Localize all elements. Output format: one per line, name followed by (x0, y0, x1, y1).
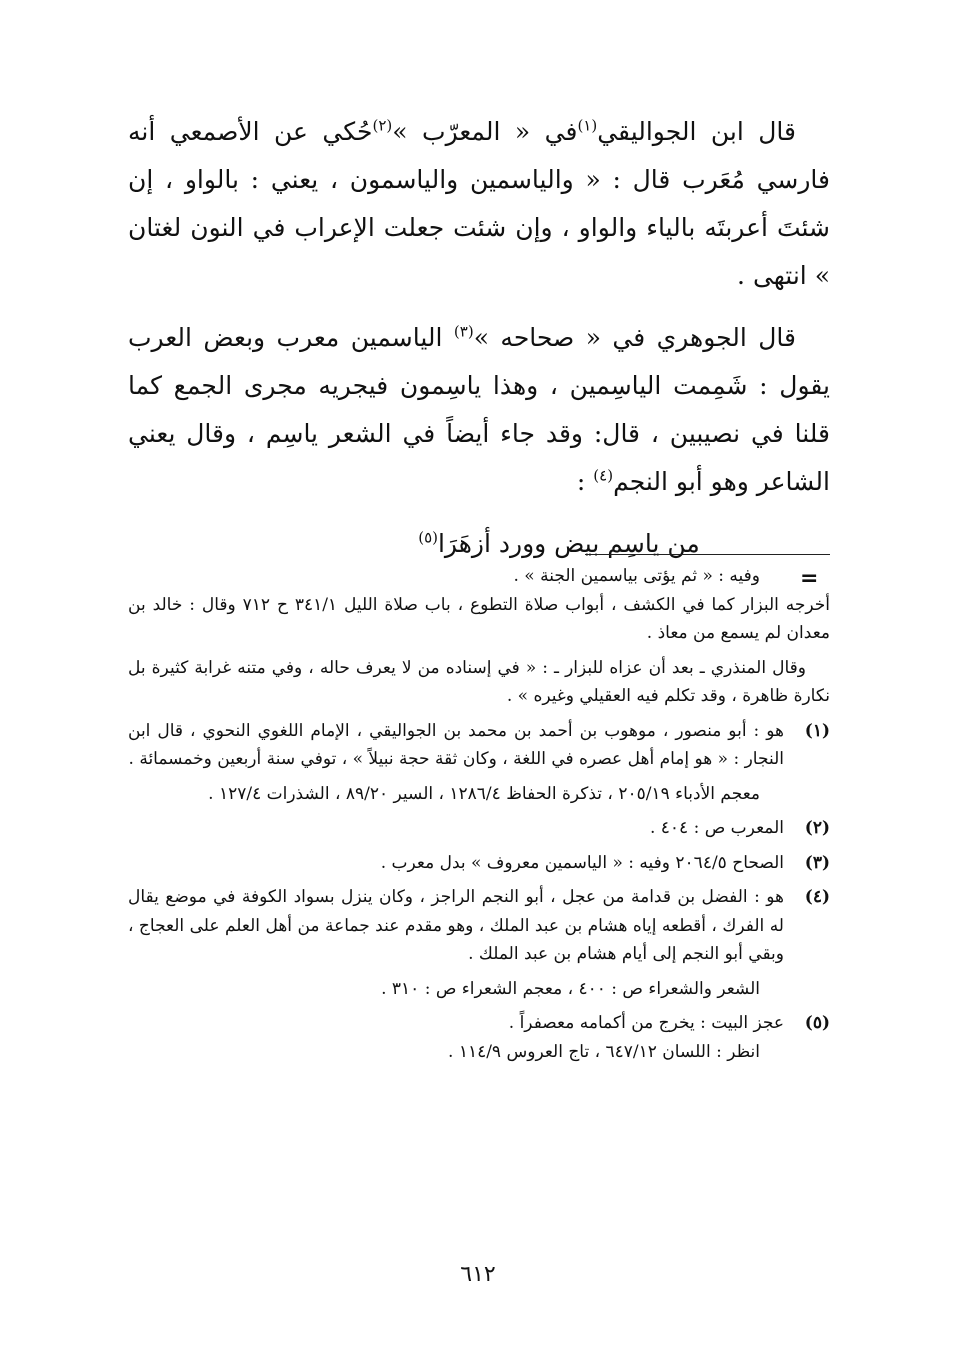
footnote-text: عجز البيت : يخرج من أكمامه معصفراً . (508, 1013, 784, 1033)
page-number: ٦١٢ (460, 1262, 496, 1287)
paragraph-2 (128, 314, 830, 506)
paragraph-1-part-a: قال ابن الجواليقي (597, 117, 796, 146)
footnote-text: هو : الفضل بن قدامة من عجل ، أبو النجم الراجز ، وكان ينزل بسواد الكوفة في موضع يقال له الفرك ، أقطعه إياه هشام بن عبد الملك ، وهو مقدم عند جماعة من أهل العلم على العجاج ، وبقي أبو النجم إلى أيام هشام بن عبد الملك . (128, 887, 784, 964)
footnote-sources: الشعر والشعراء ص : ٤٠٠ ، معجم الشعراء ص : ٣١٠ . (381, 978, 760, 999)
footnote-ref-5[interactable]: (٥) (418, 528, 438, 547)
footnote-sources: معجم الأدباء ٢٠٥/١٩ ، تذكرة الحفاظ ١٢٨٦/٤ ، السير ٨٩/٢٠ ، الشذرات ١٢٧/٤ . (208, 783, 760, 804)
footnote-4 (128, 883, 830, 1003)
footnote-separator (585, 554, 830, 555)
footnote-ref-3[interactable]: (٣) (453, 322, 474, 341)
footnotes (128, 562, 830, 1066)
footnote-text: هو : أبو منصور ، موهوب بن أحمد بن محمد بن الجواليقي ، الإمام اللغوي النحوي ، قال ابن النجار : « هو إمام أهل عصره في اللغة ، وكان ثقة حجة نبيلاً » ، توفي سنة أربعين وخمسمائة . (128, 720, 784, 769)
footnote-continuation-source: أخرجه البزار كما في الكشف ، أبواب صلاة التطوع ، باب صلاة الليل ٣٤١/١ ح ٧١٢ وقال : خالد بن معدان لم يسمع من معاذ . (128, 594, 830, 643)
footnote-sources: انظر : اللسان ٦٤٧/١٢ ، تاج العروس ١١٤/٩ . (448, 1041, 760, 1062)
paragraph-2-part-b: الياسمين معرب وبعض العرب يقول : شَمِمت الياسِمين ، وهذا ياسِمون فيجريه مجرى الجمع كما قلنا في نصيبين ، قال: وقد جاء أيضاً في الشعر ياسِم ، وقال يعني الشاعر وهو أبو النجم (128, 323, 830, 496)
footnote-text: الصحاح ٢٠٦٤/٥ وفيه : « الياسمين معروف » بدل معرب . (380, 852, 784, 873)
footnote-ref-4[interactable]: (٤) (593, 466, 614, 485)
footnote-3 (128, 849, 830, 878)
paragraph-1-part-b: في « المعرّب » (392, 117, 578, 146)
continuation-mark: = (800, 566, 819, 591)
footnote-number: (١) (804, 720, 830, 741)
main-text (128, 108, 830, 568)
footnote-number: (٤) (804, 887, 830, 907)
footnote-ref-1[interactable]: (١) (577, 116, 598, 135)
footnote-number: (٢) (804, 818, 830, 838)
paragraph-2-part-a: قال الجوهري في « صحاحه » (473, 323, 796, 352)
footnote-5 (128, 1009, 830, 1066)
paragraph-1-part-c: حُكي عن الأصمعي أنه فارسي مُعَرب قال : « والياسمين والياسمون ، يعني : بالواو ، إن شئتَ أعربتَه بالياء والواو ، وإن شئت جعلت الإعراب في النون لغتان » انتهى . (128, 117, 830, 290)
footnote-1 (128, 717, 830, 809)
footnote-number: (٣) (804, 852, 830, 873)
footnote-number: (٥) (804, 1013, 830, 1033)
footnote-continuation-comment: وقال المنذري ـ بعد أن عزاه للبزار ـ : « في إسناده من لا يعرف حاله ، وفي متنه غرابة كثيرة بل نكارة ظاهرة ، وقد تكلم فيه العقيلي وغيره » . (128, 657, 830, 706)
footnote-2 (128, 814, 830, 843)
verse-text: من ياسِم بيض وورد أزهَرَا (437, 529, 700, 558)
footnote-ref-2[interactable]: (٢) (372, 116, 393, 135)
footnote-text: المعرب ص : ٤٠٤ . (649, 818, 784, 838)
poetry-verse (128, 520, 830, 568)
paragraph-2-part-c: : (576, 467, 586, 496)
paragraph-1 (128, 108, 830, 300)
footnote-continuation-line: وفيه : « ثم يؤتى بياسمين الجنة » . (513, 566, 760, 586)
